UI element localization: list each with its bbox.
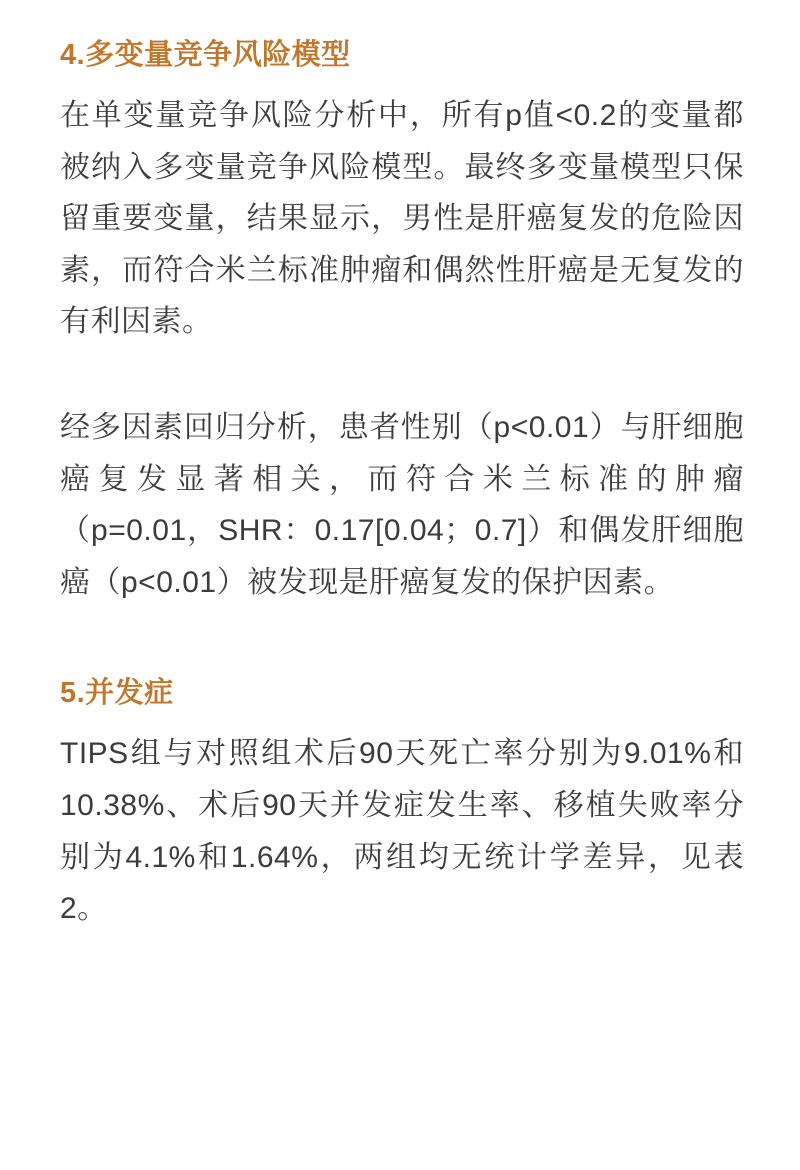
section-4-paragraph-1: 在单变量竞争风险分析中，所有p值<0.2的变量都被纳入多变量竞争风险模型。最终多变量模型只保留重要变量，结果显示，男性是肝癌复发的危险因素，而符合米兰标准肿瘤和偶然性肝癌是无复发的有利因素。	[60, 99, 744, 339]
section-multivariate-competing-risk-model	[60, 34, 744, 608]
section-complications	[60, 672, 744, 934]
section-heading-4: 4.多变量竞争风险模型	[60, 39, 351, 71]
section-spacer	[60, 608, 744, 672]
section-4-paragraph-2: 经多因素回归分析，患者性别（p<0.01）与肝细胞癌复发显著相关，而符合米兰标准的肿瘤（p=0.01，SHR：0.17[0.04；0.7]）和偶发肝细胞癌（p<0.01）被发现是肝癌复发的保护因素。	[60, 411, 744, 599]
section-heading-5: 5.并发症	[60, 677, 174, 710]
section-5-paragraph-1: TIPS组与对照组术后90天死亡率分别为9.01%和10.38%、术后90天并发症发生率、移植失败率分别为4.1%和1.64%，两组均无统计学差异，见表2。	[60, 737, 744, 926]
paragraph-spacer	[60, 348, 744, 402]
